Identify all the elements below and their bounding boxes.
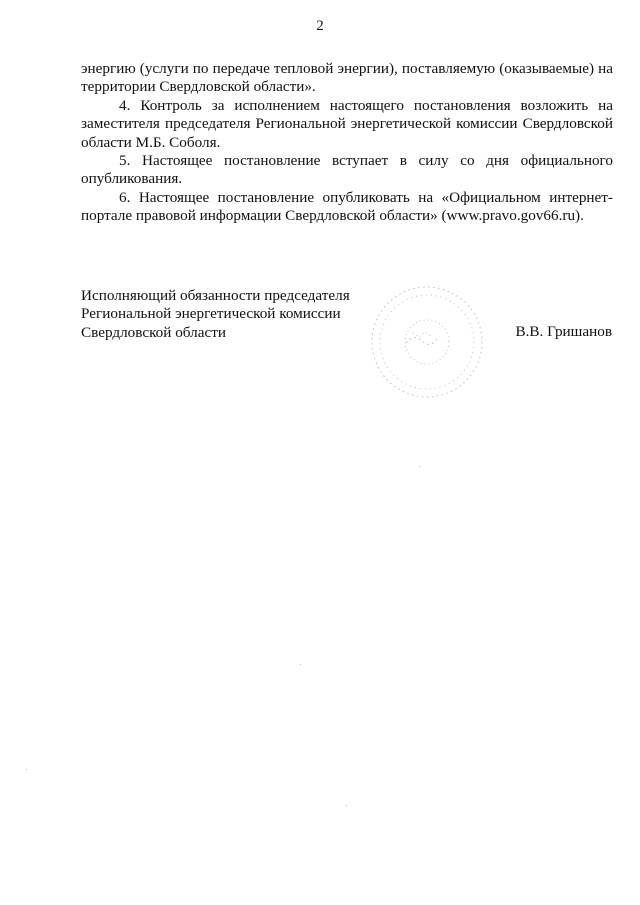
signer-position-line-2: Региональной энергетической комиссии — [81, 305, 341, 323]
signer-name: В.В. Гришанов — [515, 323, 612, 340]
scan-speck — [26, 769, 27, 770]
paragraph-item-6: 6. Настоящее постановление опубликовать на «Официальном интернет-портале правовой информации Свердловской области» (www.pravo.gov66.ru). — [81, 188, 613, 225]
scan-speck — [419, 466, 420, 467]
faded-stamp-icon — [368, 283, 486, 401]
paragraph-item-5: 5. Настоящее постановление вступает в силу со дня официального опубликования. — [81, 152, 613, 188]
signer-position-line-3: Свердловской области — [81, 323, 226, 341]
scan-speck — [346, 805, 347, 806]
document-body — [81, 60, 613, 226]
signer-position-line-1: Исполняющий обязанности председателя — [81, 287, 350, 304]
scan-speck — [300, 664, 301, 665]
paragraph-item-4: 4. Контроль за исполнением настоящего постановления возложить на заместителя председателя Региональной энергетической комиссии Свердловской области М.Б. Соболя. — [81, 96, 613, 151]
signature-block — [81, 287, 350, 342]
paragraph-continuation: энергию (услуги по передаче тепловой энергии), поставляемую (оказываемые) на территории Свердловской области». — [81, 60, 613, 96]
page-number: 2 — [316, 18, 324, 34]
